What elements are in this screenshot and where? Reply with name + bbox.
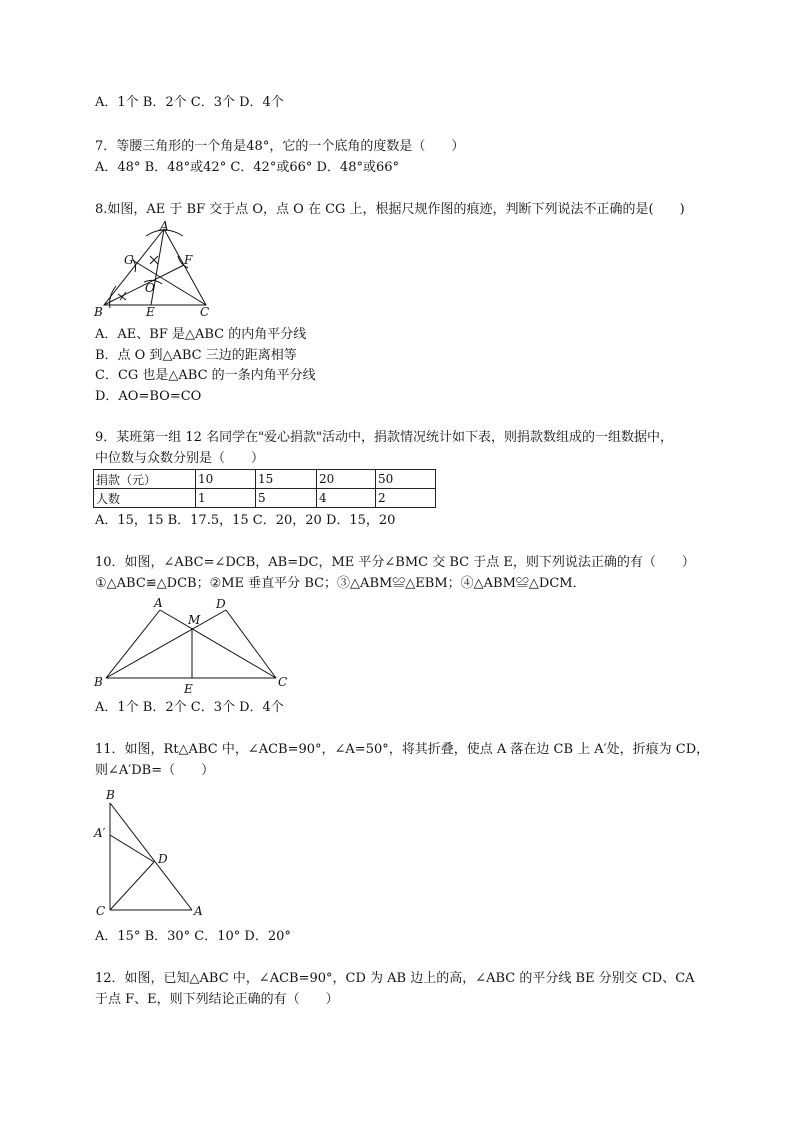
q9-stem-line2: 中位数与众数分别是（ ） [95, 451, 265, 466]
q11-label-a-prime: A′ [94, 826, 106, 840]
q11-figure [88, 785, 208, 920]
q8-option-d: D．AO=BO=CO [95, 389, 202, 404]
table-cell: 10 [196, 470, 256, 489]
table-cell: 2 [376, 489, 436, 508]
table-cell: 人数 [94, 489, 196, 508]
q11-stem-line2: 则∠A′DB=（ ） [95, 763, 215, 778]
q12-stem-line2: 于点 F、E，则下列结论正确的有（ ） [95, 992, 339, 1007]
q8-label-c: C [200, 305, 210, 319]
q8-label-f: F [184, 253, 193, 267]
q10-figure [88, 596, 298, 696]
q7-stem: 7．等腰三角形的一个角是48°，它的一个底角的度数是（ ） [95, 139, 465, 154]
q7-options: A．48° B．48°或42° C．42°或66° D．48°或66° [95, 160, 400, 175]
q8-option-b: B．点 O 到△ABC 三边的距离相等 [95, 348, 297, 363]
table-cell: 1 [196, 489, 256, 508]
q11-label-a: A [194, 904, 203, 918]
table-cell: 捐款（元） [94, 470, 196, 489]
q11-options: A．15° B．30° C．10° D．20° [95, 929, 291, 944]
q11-stem-line1: 11．如图，Rt△ABC 中，∠ACB=90°，∠A=50°，将其折叠，使点 A 落在边 CB 上 A′处，折痕为 CD， [95, 742, 710, 757]
q8-option-c: C．CG 也是△ABC 的一条内角平分线 [95, 368, 316, 383]
q11-label-c: C [96, 904, 106, 918]
q8-label-g: G [124, 253, 134, 267]
q12-stem-line1: 12．如图，已知△ABC 中，∠ACB=90°，CD 为 AB 边上的高，∠ABC 的平分线 BE 分别交 CD、CA [95, 971, 695, 986]
q10-label-m: M [188, 613, 201, 627]
q10-options: A．1个 B．2个 C．3个 D．4个 [95, 700, 284, 715]
q11-label-b: B [106, 788, 115, 802]
q8-label-b: B [94, 305, 103, 319]
table-row [94, 470, 436, 489]
table-cell: 20 [317, 470, 376, 489]
q10-stem-line1: 10．如图，∠ABC=∠DCB，AB=DC，ME 平分∠BMC 交 BC 于点 E，则下列说法正确的有（ ） [95, 555, 695, 570]
q8-label-e: E [146, 305, 155, 319]
table-cell: 5 [256, 489, 317, 508]
q10-stem-line2: ①△ABC≌△DCB；②ME 垂直平分 BC；③△ABM≌△EBM；④△ABM≌△DCM． [95, 576, 586, 591]
q10-label-b: B [94, 675, 103, 689]
table-cell: 15 [256, 470, 317, 489]
q6-options: A．1个 B．2个 C．3个 D．4个 [95, 95, 284, 110]
q8-option-a: A．AE、BF 是△ABC 的内角平分线 [95, 327, 307, 342]
q9-options: A．15，15 B．17.5，15 C．20，20 D．15，20 [95, 513, 396, 528]
q8-figure [88, 220, 218, 320]
q8-label-a: A [160, 220, 169, 233]
q10-label-e: E [184, 682, 193, 696]
q9-stem-line1: 9．某班第一组 12 名同学在"爱心捐款"活动中，捐款情况统计如下表，则捐款数组成的一组数据中， [95, 430, 674, 445]
table-row [94, 489, 436, 508]
q10-label-d: D [216, 597, 226, 611]
q10-label-c: C [278, 675, 288, 689]
q10-label-a: A [154, 596, 163, 610]
q8-label-o: O [145, 281, 155, 295]
q9-donation-table [93, 469, 436, 508]
q11-label-d: D [158, 852, 168, 866]
table-cell: 50 [376, 470, 436, 489]
table-cell: 4 [317, 489, 376, 508]
q8-stem: 8.如图，AE 于 BF 交于点 O，点 O 在 CG 上，根据尺规作图的痕迹，判断下列说法不正确的是( ) [95, 202, 685, 217]
